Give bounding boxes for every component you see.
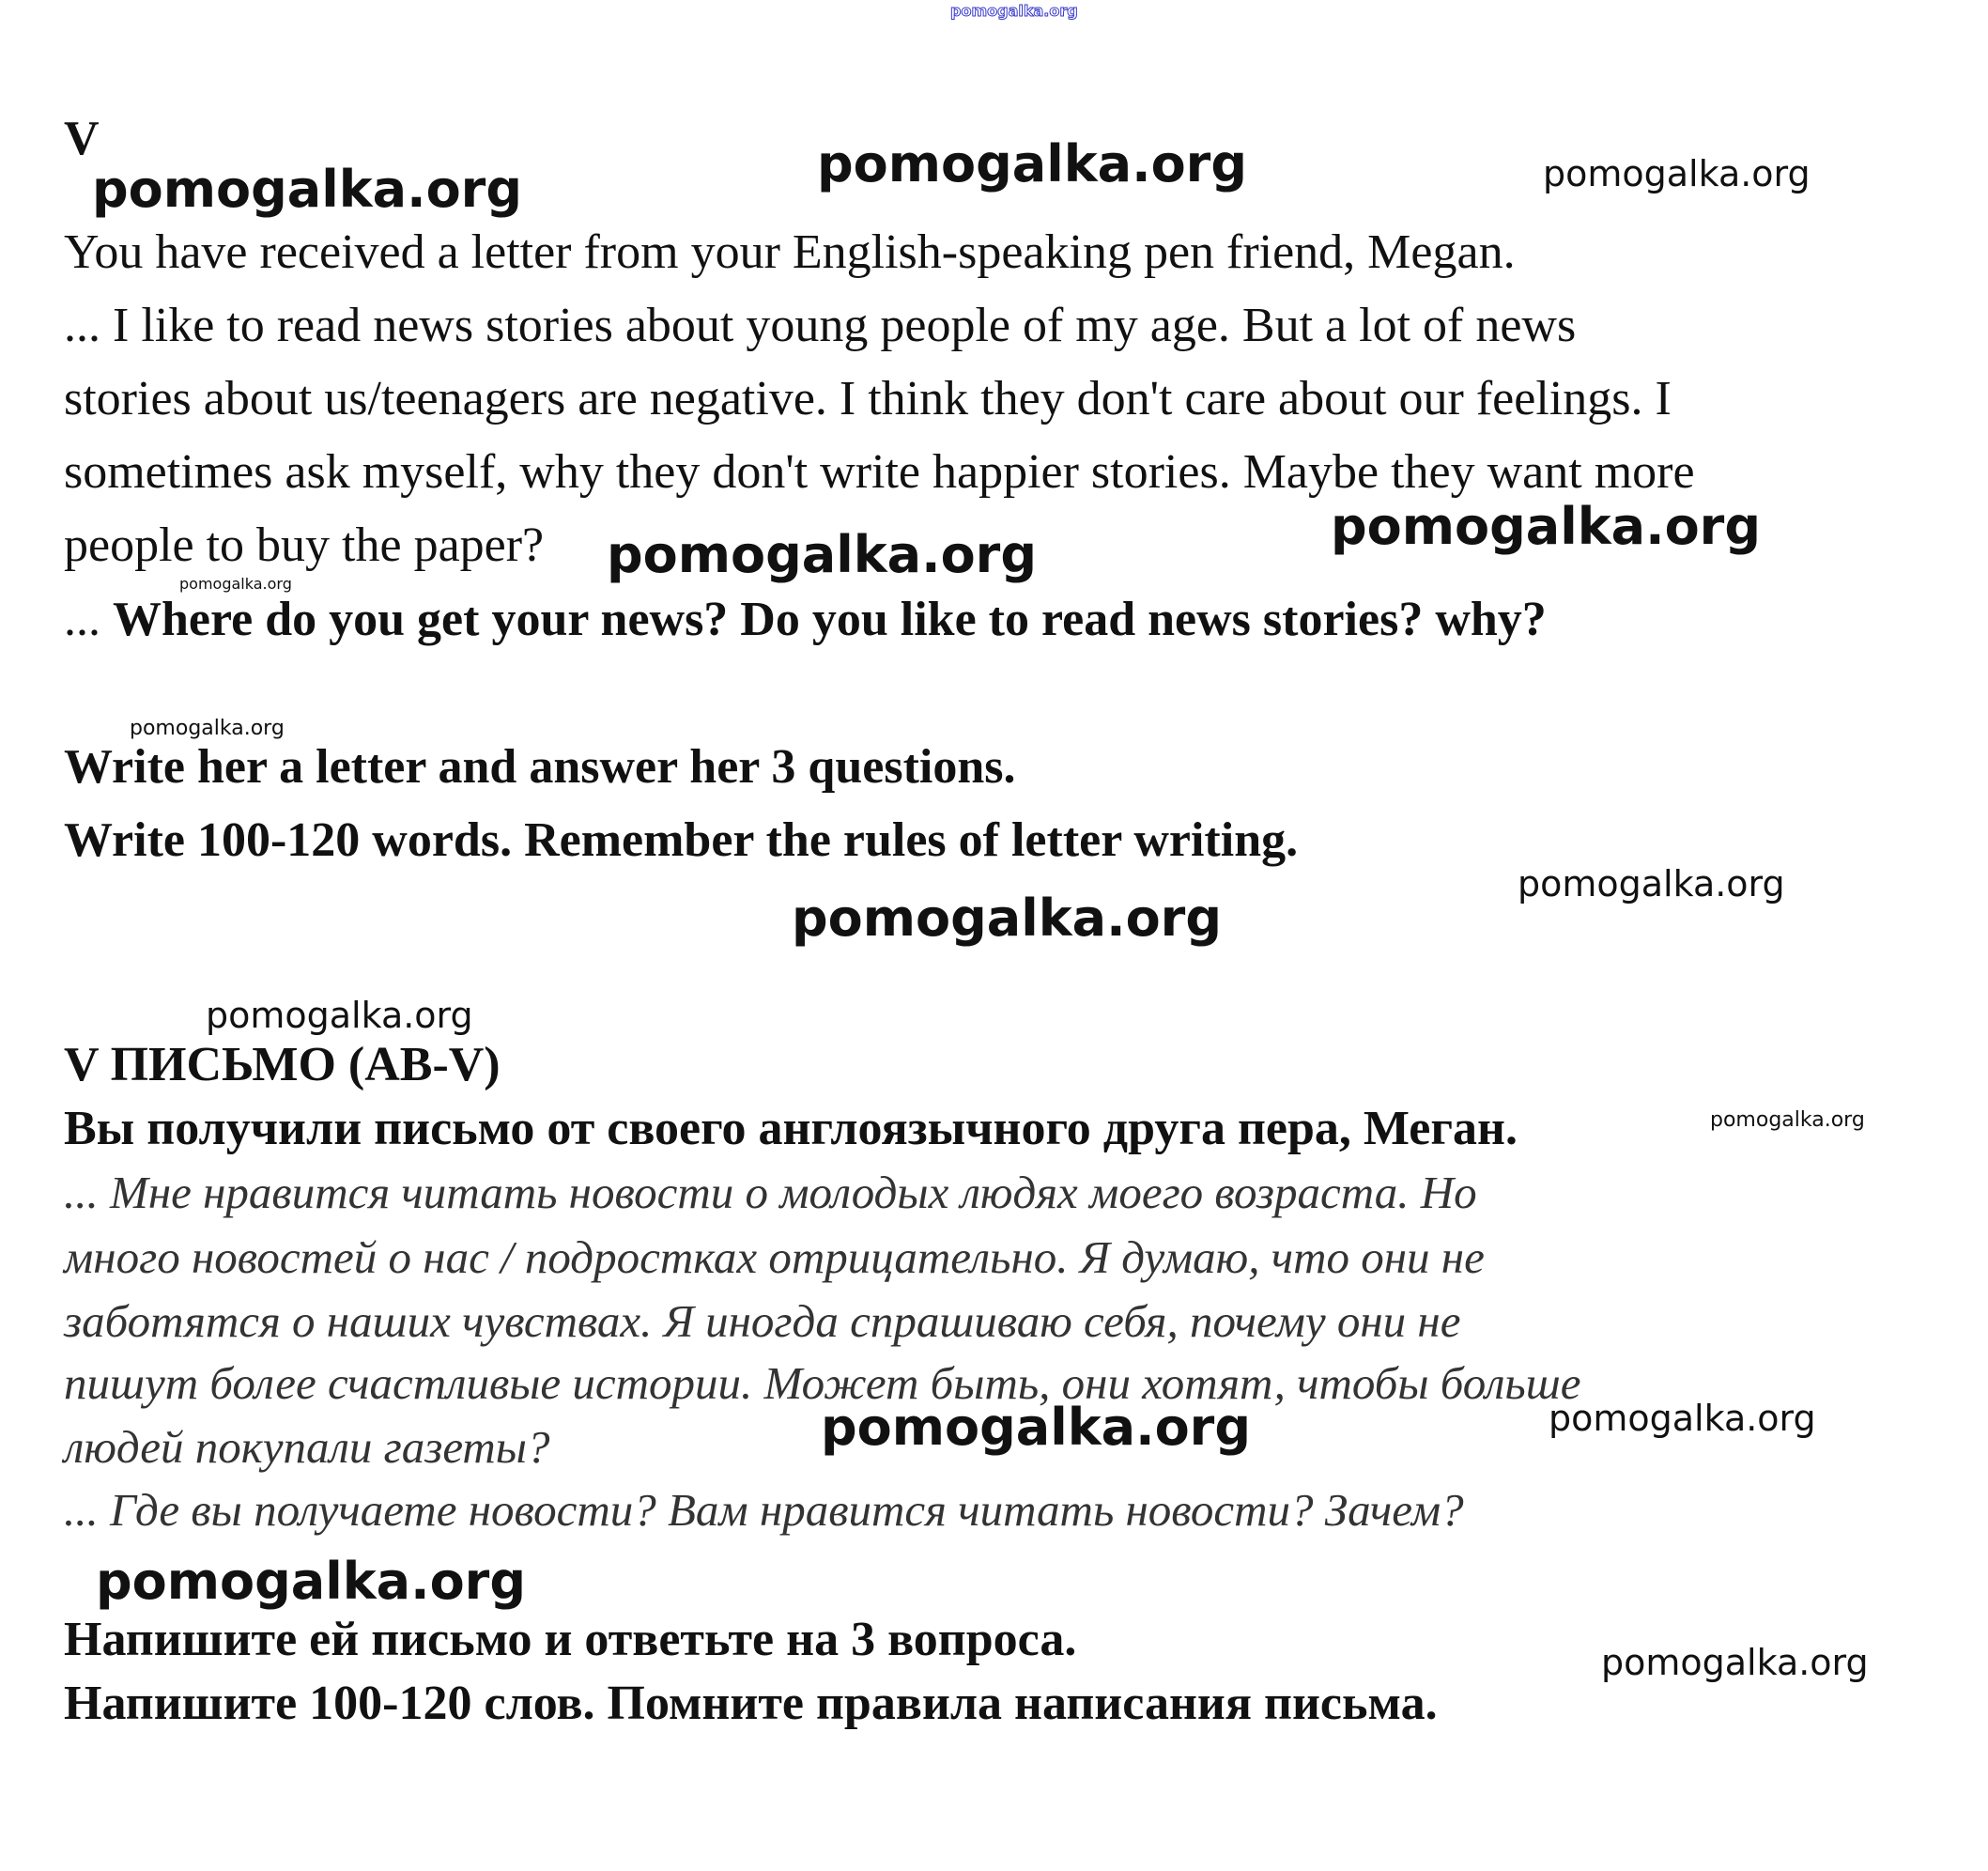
questions-text: Where do you get your news? Do you like to read news stories? why? [113, 593, 1547, 646]
watermark: pomogalka.org [950, 2, 1078, 20]
watermark: pomogalka.org [206, 995, 473, 1036]
task-instruction-ru: Напишите ей письмо и ответьте на 3 вопроса. [64, 1613, 1077, 1666]
watermark: pomogalka.org [179, 575, 292, 593]
watermark: pomogalka.org [130, 717, 285, 740]
letter-line: people to buy the paper? [64, 518, 545, 572]
letter-questions [64, 592, 1547, 648]
task-instruction-ru: Напишите 100-120 слов. Помните правила написания письма. [64, 1677, 1438, 1730]
watermark: pomogalka.org [1549, 1398, 1816, 1439]
letter-line-ru: много новостей о нас / подростках отрицательно. Я думаю, что они не [64, 1231, 1485, 1283]
watermark: pomogalka.org [92, 160, 522, 219]
task-intro: You have received a letter from your English-speaking pen friend, Megan. [64, 225, 1516, 279]
watermark: pomogalka.org [96, 1552, 526, 1611]
watermark: pomogalka.org [817, 134, 1247, 193]
watermark: pomogalka.org [1710, 1108, 1865, 1132]
watermark: pomogalka.org [1601, 1642, 1869, 1683]
letter-line: ... I like to read news stories about young people of my age. But a lot of news [64, 299, 1577, 352]
letter-line-ru: ... Мне нравится читать новости о молодых людях моего возраста. Но [64, 1167, 1477, 1218]
task-intro-ru: Вы получили письмо от своего англоязычного друга пера, Меган. [64, 1102, 1518, 1155]
letter-line-ru: заботятся о наших чувствах. Я иногда спрашиваю себя, почему они не [64, 1295, 1461, 1347]
watermark: pomogalka.org [1518, 863, 1785, 905]
letter-line: stories about us/teenagers are negative. I think they don't care about our feelings. I [64, 372, 1672, 425]
watermark: pomogalka.org [821, 1398, 1251, 1457]
letter-questions-ru: ... Где вы получаете новости? Вам нравится читать новости? Зачем? [64, 1484, 1464, 1536]
task-instruction: Write 100-120 words. Remember the rules of letter writing. [64, 813, 1299, 867]
watermark: pomogalka.org [1543, 153, 1811, 194]
watermark: pomogalka.org [1331, 497, 1761, 556]
letter-line-ru: пишут более счастливые истории. Может быть, они хотят, чтобы больше [64, 1357, 1581, 1409]
section-heading: V [64, 112, 100, 165]
letter-line: sometimes ask myself, why they don't write happier stories. Maybe they want more [64, 445, 1695, 499]
question-prefix: ... [64, 593, 113, 646]
letter-line-ru: людей покупали газеты? [64, 1421, 550, 1473]
task-instruction: Write her a letter and answer her 3 questions. [64, 740, 1016, 794]
section-heading-ru: V ПИСЬМО (AB-V) [64, 1038, 501, 1091]
watermark: pomogalka.org [792, 889, 1222, 948]
watermark: pomogalka.org [607, 525, 1037, 584]
